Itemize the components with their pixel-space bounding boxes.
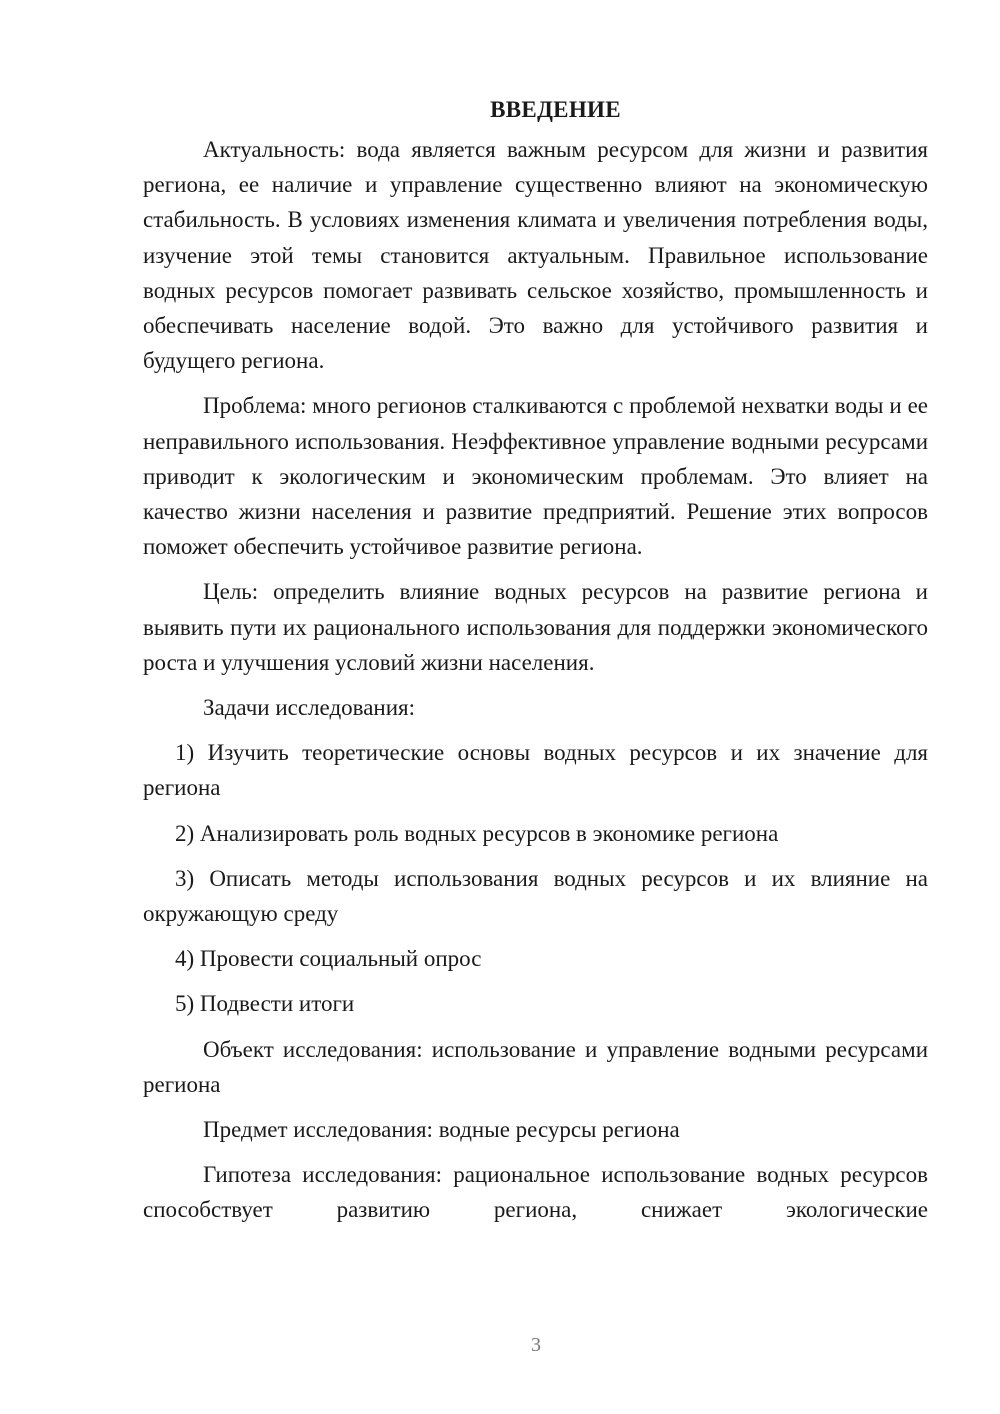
paragraph-goal: Цель: определить влияние водных ресурсов на развитие региона и выявить пути их рационального использования для поддержки экономического роста и улучшения условий жизни населения. — [143, 579, 928, 675]
paragraph-object: Объект исследования: использование и управление водными ресурсами региона — [143, 1036, 928, 1097]
paragraph-hypothesis: Гипотеза исследования: рациональное использование водных ресурсов способствует развитию региона, снижает экологические — [143, 1162, 928, 1223]
page-number: 3 — [531, 1334, 541, 1356]
paragraph-relevance: Актуальность: вода является важным ресурсом для жизни и развития региона, ее наличие и управление существенно влияют на экономическую стабильность. В условиях изменения климата и увеличения потребления воды, изучение этой темы становится актуальным. Правильное использование водных ресурсов помогает развивать сельское хозяйство, промышленность и обеспечивать население водой. Это важно для устойчивого развития и будущего региона. — [143, 137, 928, 374]
task-item-3: 3) Описать методы использования водных ресурсов и их влияние на окружающую среду — [143, 865, 928, 927]
tasks-heading: Задачи исследования: — [203, 695, 416, 721]
task-item-4: 4) Провести социальный опрос — [175, 946, 482, 972]
page-title: ВВЕДЕНИЕ — [490, 97, 621, 122]
paragraph-subject: Предмет исследования: водные ресурсы региона — [203, 1117, 680, 1143]
task-item-5: 5) Подвести итоги — [175, 991, 355, 1017]
document-body — [143, 92, 928, 1228]
paragraph-problem: Проблема: много регионов сталкиваются с проблемой нехватки воды и ее неправильного использования. Неэффективное управление водными ресурсами приводит к экологическим и экономическим проблемам. Это влияет на качество жизни населения и развитие предприятий. Решение этих вопросов поможет обеспечить устойчивое развитие региона. — [143, 393, 928, 560]
task-item-2: 2) Анализировать роль водных ресурсов в экономике региона — [175, 820, 779, 846]
task-item-1: 1) Изучить теоретические основы водных ресурсов и их значение для региона — [143, 740, 928, 801]
